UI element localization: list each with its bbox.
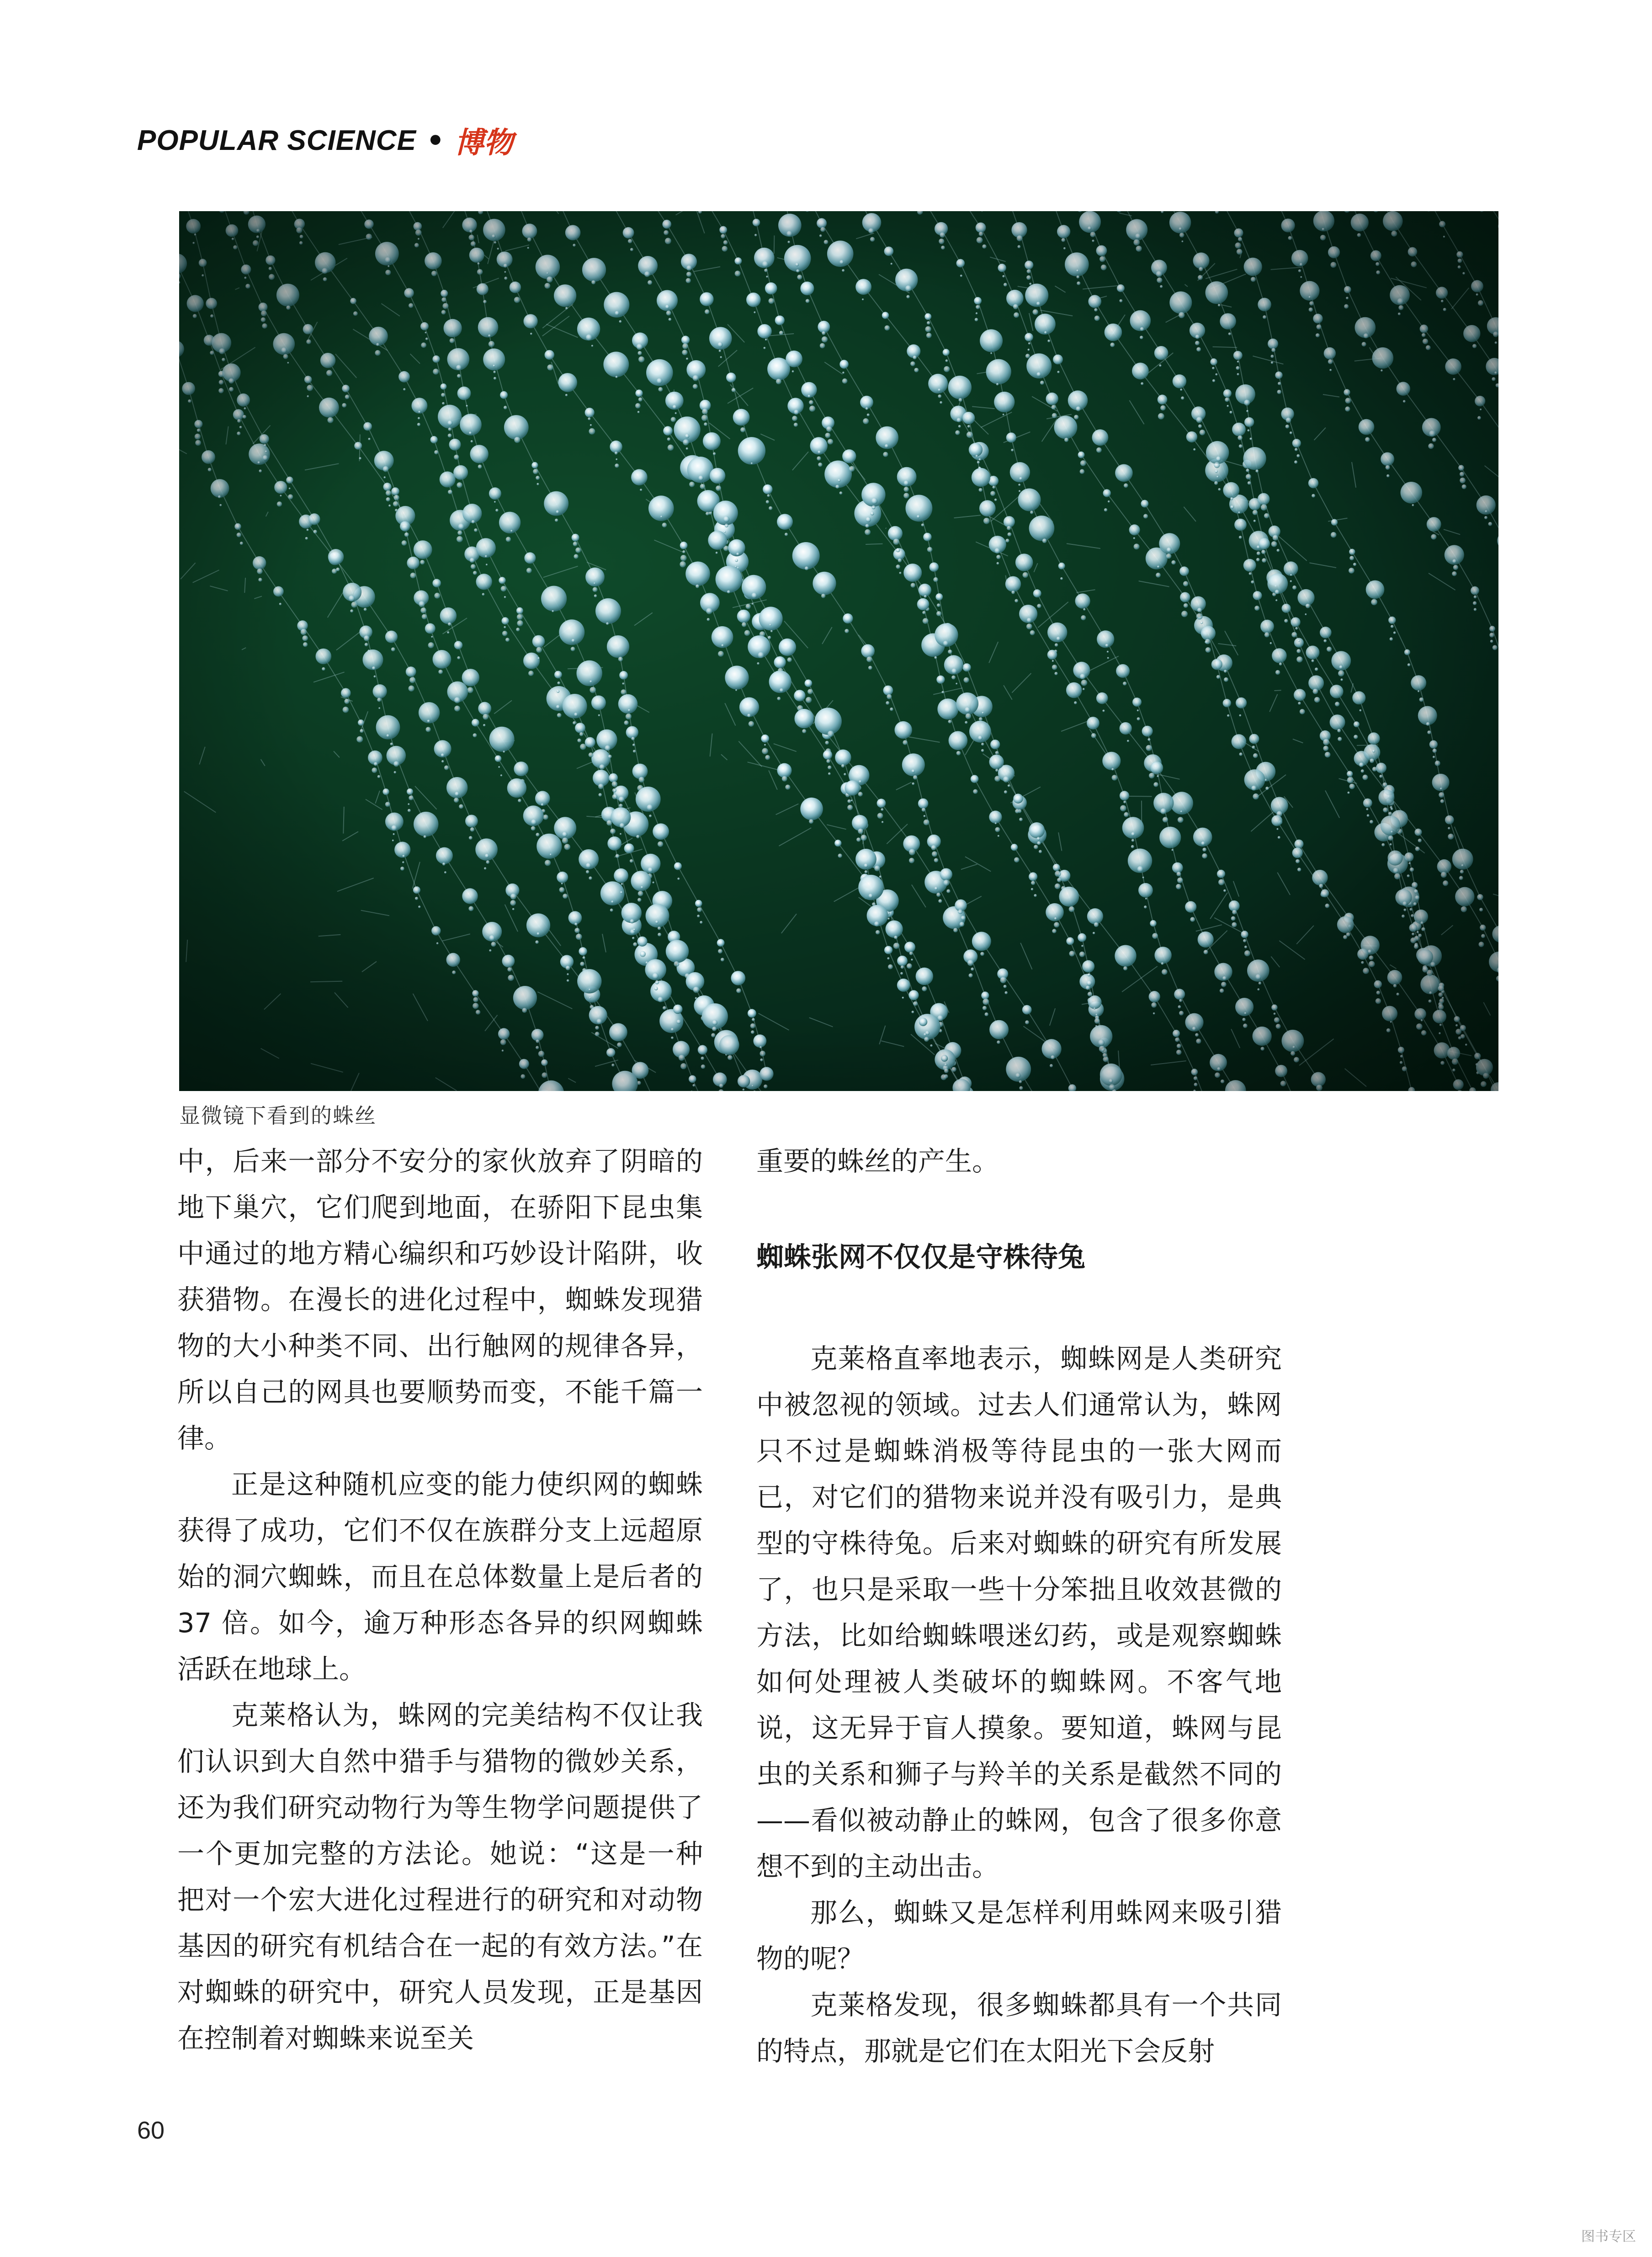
paragraph: 中，后来一部分不安分的家伙放弃了阴暗的地下巢穴，它们爬到地面，在骄阳下昆虫集中通过的地方精心编织和巧妙设计陷阱，收获猎物。在漫长的进化过程中，蜘蛛发现猎物的大小种类不同、出行触网的规律各异，所以自己的网具也要顺势而变，不能千篇一律。 — [177, 1145, 703, 1454]
paragraph: 重要的蛛丝的产生。 — [756, 1145, 999, 1177]
running-header — [137, 120, 513, 161]
left-text-column — [177, 1138, 703, 2061]
paragraph: 正是这种随机应变的能力使织网的蜘蛛获得了成功，它们不仅在族群分支上远超原始的洞穴蜘蛛，而且在总体数量上是后者的 37 倍。如今，逾万种形态各异的织网蜘蛛活跃在地球上。 — [177, 1469, 703, 1685]
paragraph: 克莱格认为，蛛网的完美结构不仅让我们认识到大自然中猎手与猎物的微妙关系，还为我们研究动物行为等生物学问题提供了一个更加完整的方法论。她说：“这是一种把对一个宏大进化过程进行的研究和对动物基因的研究有机结合在一起的有效方法。”在对蜘蛛的研究中，研究人员发现，正是基因在控制着对蜘蛛来说至关 — [177, 1699, 703, 2054]
paragraph: 克莱格发现，很多蜘蛛都具有一个共同的特点，那就是它们在太阳光下会反射 — [756, 1989, 1282, 2067]
figure-caption: 显微镜下看到的蛛丝 — [179, 1103, 377, 1128]
page-number: 60 — [137, 2117, 165, 2144]
paragraph: 那么，蜘蛛又是怎样利用蛛网来吸引猎物的呢？ — [756, 1897, 1282, 1975]
right-text-column — [756, 1138, 1282, 2074]
paragraph: 克莱格直率地表示，蜘蛛网是人类研究中被忽视的领域。过去人们通常认为，蛛网只不过是蜘蛛消极等待昆虫的一张大网而已，对它们的猎物来说并没有吸引力，是典型的守株待兔。后来对蜘蛛的研究有所发展了，也只是采取一些十分笨拙且收效甚微的方法，比如给蜘蛛喂迷幻药，或是观察蜘蛛如何处理被人类破坏的蜘蛛网。不客气地说，这无异于盲人摸象。要知道，蛛网与昆虫的关系和狮子与羚羊的关系是截然不同的——看似被动静止的蛛网，包含了很多你意想不到的主动出击。 — [756, 1343, 1282, 1882]
watermark: 图书专区 — [1581, 2229, 1636, 2245]
magazine-brand: POPULAR SCIENCE — [137, 124, 416, 156]
spider-silk-photo — [179, 211, 1498, 1091]
dew-droplet-web-illustration — [179, 211, 1498, 1091]
section-heading: 蜘蛛张网不仅仅是守株待兔 — [756, 1241, 1085, 1273]
header-separator: • — [426, 123, 445, 157]
section-name: 博物 — [454, 126, 513, 160]
